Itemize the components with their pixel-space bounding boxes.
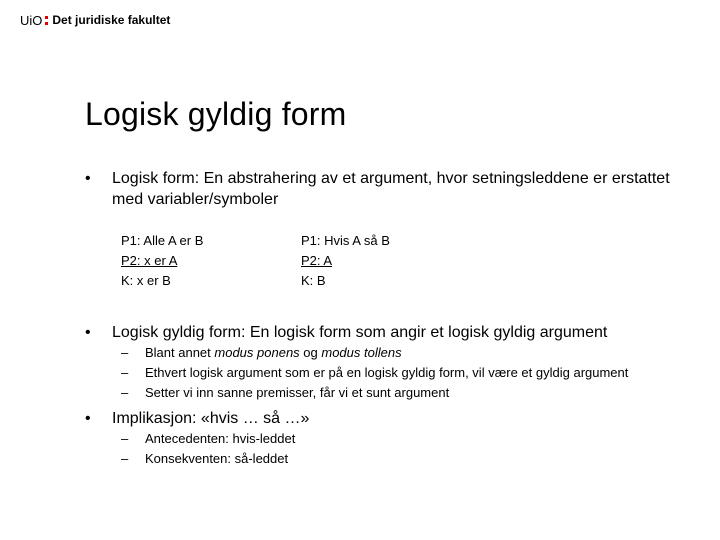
text-segment: Blant annet	[145, 345, 215, 360]
logo-dots-icon	[45, 16, 48, 25]
premise-line: P1: Hvis A så B	[301, 233, 390, 248]
bullet-marker: •	[85, 410, 91, 427]
premise-line: P2: x er A	[121, 253, 178, 268]
logo-faculty-text: Det juridiske fakultet	[52, 13, 171, 27]
dash-marker: –	[121, 431, 129, 446]
text-segment: og	[299, 345, 322, 360]
premises-left	[121, 231, 203, 291]
sub-bullet-text: Ethvert logisk argument som er på en logisk gyldig form, vil være et gyldig argument	[145, 365, 629, 380]
conclusion-line: K: B	[301, 273, 326, 288]
slide-title: Logisk gyldig form	[85, 96, 347, 132]
sub-bullet-text	[145, 343, 402, 363]
dash-marker: –	[121, 385, 129, 400]
sub-bullet-text: Konsekventen: så-leddet	[145, 451, 289, 466]
premises-right	[301, 231, 390, 291]
sub-bullet-text: Setter vi inn sanne premisser, får vi et sunt argument	[145, 385, 450, 400]
uio-logo	[20, 12, 170, 28]
dash-marker: –	[121, 345, 129, 360]
bullet-marker: •	[85, 170, 91, 187]
premise-line: P2: A	[301, 253, 333, 268]
premise-line: P1: Alle A er B	[121, 233, 204, 248]
dash-marker: –	[121, 365, 129, 380]
conclusion-line: K: x er B	[121, 273, 171, 288]
bullet-marker: •	[85, 324, 91, 341]
bullet-text: Logisk form: En abstrahering av et argument, hvor setningsleddene er erstattet med variabler/symboler	[112, 170, 670, 208]
bullet-text: Implikasjon: «hvis … så …»	[112, 410, 310, 427]
sub-bullet-text: Antecedenten: hvis-leddet	[145, 431, 296, 446]
bullet-text: Logisk gyldig form: En logisk form som angir et logisk gyldig argument	[112, 324, 608, 341]
emphasis-text: modus tollens	[321, 345, 402, 360]
dash-marker: –	[121, 451, 129, 466]
logo-uio-text: UiO	[20, 12, 43, 28]
emphasis-text: modus ponens	[214, 345, 300, 360]
